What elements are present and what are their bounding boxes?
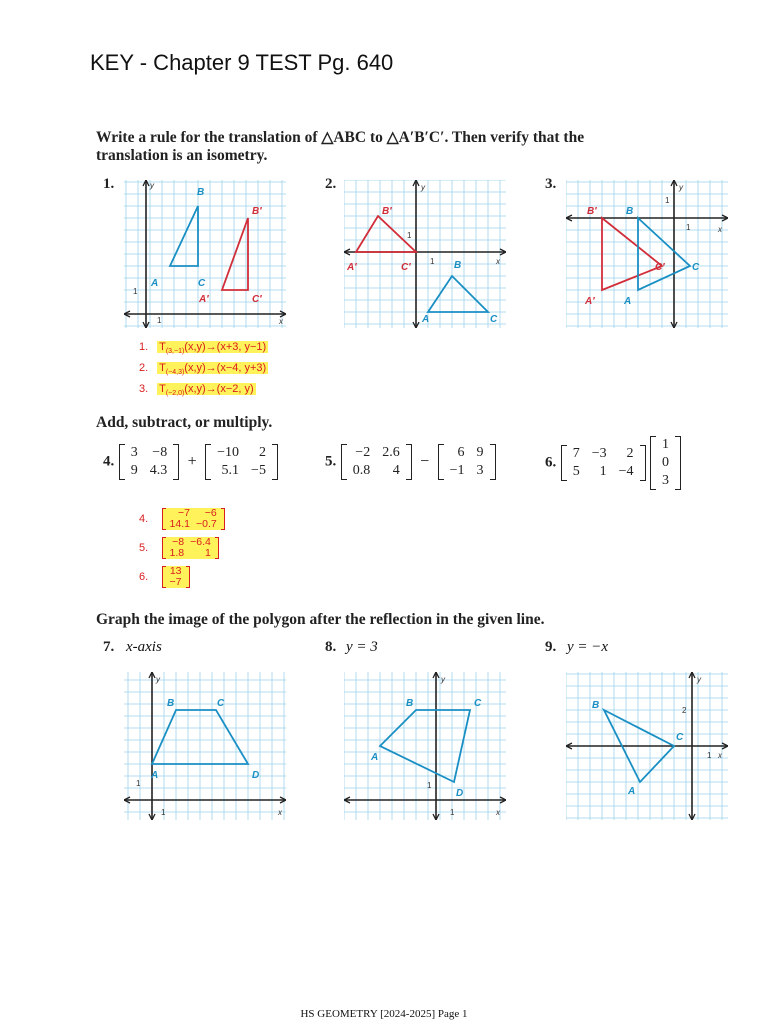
graph-problem-7 [124, 672, 286, 820]
tick-label: 1 [136, 779, 141, 788]
graph-problem-9 [566, 672, 728, 820]
tick-label: 1 [707, 751, 712, 760]
problem-number: 7. [103, 639, 115, 655]
graph-problem-8 [344, 672, 506, 820]
tick-label: 1 [427, 781, 432, 790]
label-b-prime: B′ [382, 206, 392, 217]
tick-label: 1 [133, 287, 138, 296]
x-axis-label: x [496, 808, 500, 817]
label-a: A [151, 278, 159, 289]
label-c: C [676, 732, 684, 743]
problem-number: 2. [325, 176, 337, 192]
tick-label: 1 [157, 316, 162, 325]
tick-label: 1 [430, 257, 435, 266]
label-b: B [197, 187, 205, 198]
label-b: B [626, 206, 634, 217]
grid-lines [124, 180, 286, 328]
y-axis-label: y [441, 675, 445, 684]
problem-number: 1. [103, 176, 115, 192]
section1-heading-line2: translation is an isometry. [96, 147, 268, 164]
tick-label: 1 [686, 223, 691, 232]
label-d: D [252, 770, 260, 781]
x-axis-label: x [718, 751, 722, 760]
label-d: D [456, 788, 464, 799]
label-b: B [167, 698, 175, 709]
section1-heading-line1: Write a rule for the translation of △ABC to △A′B′C′. Then verify that the [96, 129, 585, 146]
section2-heading: Add, subtract, or multiply. [96, 414, 273, 431]
page-footer: HS GEOMETRY [2024-2025] Page 1 [300, 1008, 468, 1020]
label-a: A [151, 770, 159, 781]
label-c-prime: C′ [401, 262, 411, 273]
matrix-answer-5: 5. −8 −6.4 1.8 1 [139, 537, 219, 559]
y-axis-label: y [150, 181, 154, 190]
graph-problem-3 [566, 180, 728, 328]
label-a: A [422, 314, 430, 325]
label-c: C [474, 698, 482, 709]
label-c: C [217, 698, 225, 709]
label-b-prime: B′ [587, 206, 597, 217]
label-a-prime: A′ [585, 296, 595, 307]
answer-line: 1. $T_{(3,-1)}(x,y)\to(x+3$, y−1) [139, 341, 267, 356]
y-axis-label: y [697, 675, 701, 684]
label-a: A [628, 786, 636, 797]
grid-lines [344, 672, 506, 820]
matrix-answer-4: 4. −7 −6 14.1 −0.7 [139, 508, 225, 530]
reflection-line: y = 3 [346, 639, 378, 655]
label-a-prime: A′ [347, 262, 357, 273]
x-axis-label: x [278, 808, 282, 817]
label-c: C [198, 278, 206, 289]
answer-line: 3. $T_{(-2,0)}(x,y)\to(x-2$, y) [139, 383, 254, 398]
section3-heading: Graph the image of the polygon after the reflection in the given line. [96, 611, 545, 628]
matrix-answer-6: 6. 13 −7 [139, 566, 190, 588]
answer-line: 2. $T_{(-4,3)}(x,y)\to(x-4$, y+3) [139, 362, 267, 377]
x-axis-label: x [718, 225, 722, 234]
problem-5: 5. −2 2.6 0.8 4 − 6 9 −1 3 [325, 444, 496, 480]
problem-number: 8. [325, 639, 337, 655]
reflection-line: x-axis [126, 639, 162, 655]
label-a: A [371, 752, 379, 763]
tick-label: 1 [161, 808, 166, 817]
problem-6: 6. 7 −3 2 5 1 −4 1 0 3 [545, 436, 681, 490]
problem-number: 9. [545, 639, 557, 655]
tick-label: 2 [682, 706, 687, 715]
label-b: B [454, 260, 462, 271]
y-axis-label: y [156, 675, 160, 684]
y-axis-label: y [679, 183, 683, 192]
y-axis-label: y [421, 183, 425, 192]
x-axis-label: x [496, 257, 500, 266]
triangle-abc [428, 276, 488, 312]
problem-4: 4. 3 −8 9 4.3 + −10 2 5.1 −5 [103, 444, 278, 480]
tick-label: 1 [407, 231, 412, 240]
tick-label: 1 [450, 808, 455, 817]
translation-answers [139, 338, 268, 402]
graph-problem-2 [344, 180, 506, 328]
label-c-prime: C′ [252, 294, 262, 305]
label-b: B [406, 698, 414, 709]
label-b: B [592, 700, 600, 711]
tick-label: 1 [665, 196, 670, 205]
reflection-line: y = −x [567, 639, 609, 655]
label-a-prime: A′ [199, 294, 209, 305]
quadrilateral-abcd [380, 710, 470, 782]
x-axis-label: x [279, 317, 283, 326]
grid-lines [124, 672, 286, 820]
label-c-prime: C′ [655, 262, 665, 273]
problem-number: 3. [545, 176, 557, 192]
label-a: A [624, 296, 632, 307]
label-c: C [490, 314, 498, 325]
label-b-prime: B′ [252, 206, 262, 217]
label-c: C [692, 262, 700, 273]
page-title: KEY - Chapter 9 TEST Pg. 640 [90, 50, 394, 75]
graph-problem-1 [124, 180, 286, 328]
